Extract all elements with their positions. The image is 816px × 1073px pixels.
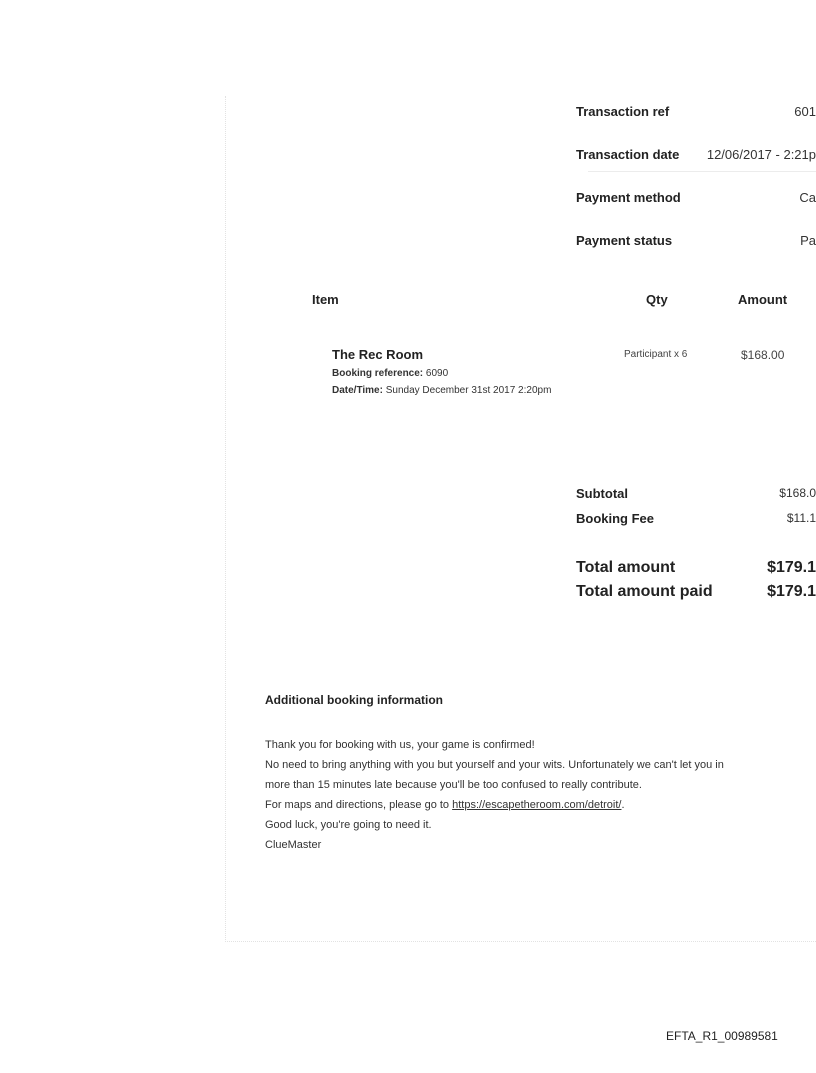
additional-info-body	[265, 735, 724, 855]
transaction-ref-value: 601	[794, 104, 816, 119]
item-qty: Participant x 6	[624, 349, 688, 360]
booking-reference-value: 6090	[425, 368, 449, 379]
booking-reference-label: Booking reference:	[332, 368, 424, 379]
subtotal-value: $168.0	[779, 486, 816, 500]
document-id: EFTA_R1_00989581	[666, 1029, 778, 1043]
info-signature: ClueMaster	[265, 839, 322, 851]
directions-prefix: For maps and directions, please go to	[265, 799, 453, 811]
item-amount: $168.00	[741, 348, 785, 362]
item-datetime-value: Sunday December 31st 2017 2:20pm	[385, 385, 552, 396]
info-line: No need to bring anything with you but yourself and your wits. Unfortunately we can't let you in	[265, 759, 724, 771]
column-header-amount: Amount	[738, 292, 788, 307]
additional-info-heading: Additional booking information	[265, 693, 443, 707]
divider	[588, 171, 816, 172]
info-line: more than 15 minutes late because you'll be too confused to really contribute.	[265, 779, 642, 791]
item-datetime-label: Date/Time:	[332, 385, 383, 396]
payment-method-label: Payment method	[576, 190, 681, 205]
transaction-date-value: 12/06/2017 - 2:21p	[706, 147, 816, 162]
total-paid-label: Total amount paid	[576, 583, 713, 600]
total-paid-value: $179.1	[767, 583, 816, 600]
payment-method-value: Ca	[799, 190, 816, 205]
total-amount-value: $179.1	[767, 559, 816, 576]
total-amount-label: Total amount	[576, 559, 676, 576]
transaction-date-label: Transaction date	[576, 147, 680, 162]
booking-fee-label: Booking Fee	[576, 511, 655, 526]
info-line: Thank you for booking with us, your game is confirmed!	[265, 739, 535, 751]
item-datetime	[332, 385, 551, 396]
directions-link[interactable]: https://escapetheroom.com/detroit/	[452, 799, 622, 811]
booking-fee-value: $11.1	[786, 511, 816, 525]
column-header-qty: Qty	[646, 292, 668, 307]
transaction-ref-label: Transaction ref	[576, 104, 670, 119]
info-line-directions	[265, 795, 724, 815]
item-title: The Rec Room	[332, 347, 424, 362]
payment-status-label: Payment status	[576, 233, 673, 248]
info-line: Good luck, you're going to need it.	[265, 819, 432, 831]
booking-reference	[332, 368, 448, 379]
subtotal-label: Subtotal	[576, 486, 628, 501]
directions-suffix: .	[621, 799, 625, 811]
column-header-item: Item	[312, 292, 339, 307]
payment-status-value: Pa	[800, 233, 816, 248]
